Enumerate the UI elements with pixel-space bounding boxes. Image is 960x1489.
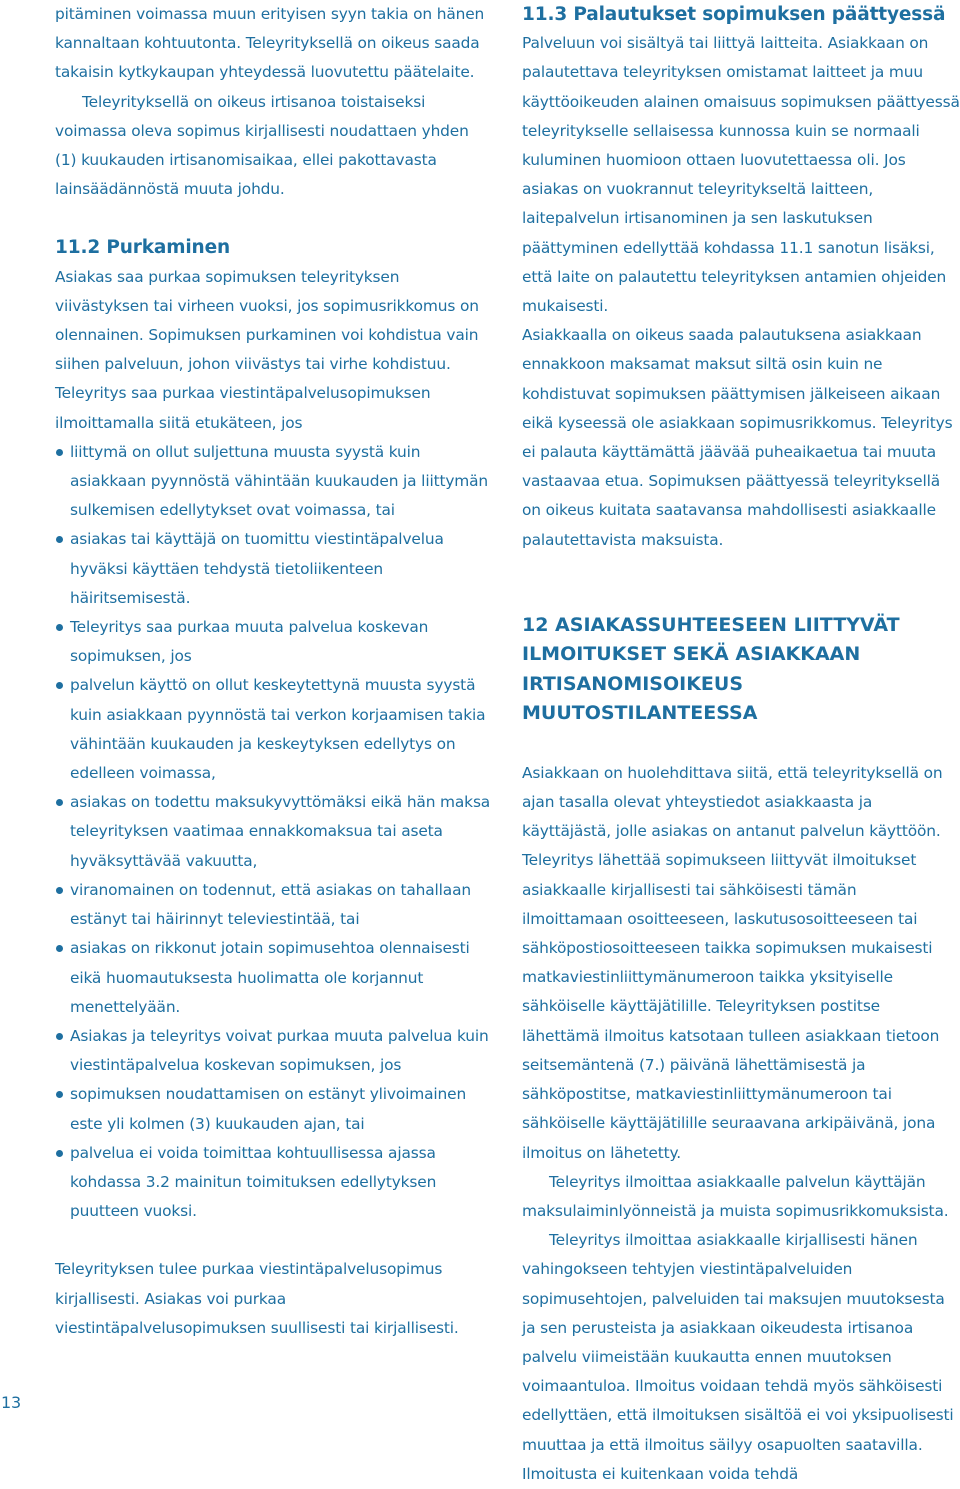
section-paragraph: Asiakas saa purkaa sopimuksen teleyrityksen viivästyksen tai virheen vuoksi, jos sopimusrikkomus on olennainen. Sopimuksen purkaminen voi kohdistua vain siihen palveluun, johon viivästys tai virhe kohdistuu. (55, 267, 479, 374)
page-number: 13 (0, 1393, 22, 1412)
list-item: asiakas on todettu maksukyvyttömäksi eikä hän maksa teleyrityksen vaatimaa ennakkomaksua tai aseta hyväksyttävää vakuutta, (55, 788, 493, 876)
bullet-icon (56, 1150, 63, 1157)
bullet-icon (56, 449, 63, 456)
bullet-icon (56, 1033, 63, 1040)
spacer (522, 555, 960, 611)
section-heading-11-3: 11.3 Palautukset sopimuksen päättyessä (522, 4, 946, 25)
section-paragraph: Teleyritys ilmoittaa asiakkaalle kirjallisesti hänen vahingokseen tehtyjen viestintäpalveluiden sopimusehtojen, palveluiden tai maksujen muutoksesta ja sen perusteista ja asiakkaan oikeudesta irtisanoa palvelu viimeistään kuukautta ennen muutoksen voimaantuloa. Ilmoitus voidaan tehdä myös sähköisesti edellyttäen, että ilmoituksen sisältöä ei voi yksipuolisesti muuttaa ja että ilmoitus säilyy osapuolten saatavilla. Ilmoitusta ei kuitenkaan voida tehdä (522, 1231, 954, 1483)
intro-paragraph: pitäminen voimassa muun erityisen syyn takia on hänen kannaltaan kohtuutonta. Teleyrityksellä on oikeus saada takaisin kytkykaupan yhteydessä luovutettu päätelaite. (55, 5, 485, 82)
section-paragraph: Asiakkaan on huolehdittava siitä, että teleyrityksellä on ajan tasalla olevat yhteystiedot asiakkaasta ja käyttäjästä, jolle asiakas on antanut palvelun käyttöön. Teleyritys lähettää sopimukseen liittyvät ilmoitukset asiakkaalle kirjallisesti tai sähköisesti tämän ilmoittamaan osoitteeseen, laskutusosoitteeseen tai sähköpostiosoitteeseen taikka sopimuksen mukaisesti matkaviestinliittymänumeroon taikka yksityiselle sähköiselle käyttäjätilille. Teleyrityksen postitse lähettämä ilmoitus katsotaan tulleen asiakkaan tietoon seitsemäntenä (7.) päivänä lähettämisestä ja sähköpostitse, matkaviestinliittymänumeroon tai sähköiselle käyttäjätilille seuraavana arkipäivänä, jona ilmoitus on lähetetty. (522, 763, 943, 1162)
list-item: asiakas on rikkonut jotain sopimusehtoa olennaisesti eikä huomautuksesta huolimatta ole korjannut menettelyään. (55, 934, 493, 1022)
section-paragraph: Asiakkaalla on oikeus saada palautuksena asiakkaan ennakkoon maksamat maksut siltä osin kuin ne kohdistuvat sopimuksen päättymisen jälkeiseen aikaan eikä kyseessä ole asiakkaan sopimusrikkomus. Teleyritys ei palauta käyttämättä jäävää puheaikaetua tai muuta vastaavaa etua. Sopimuksen päättyessä teleyrityksellä on oikeus kuitata saatavansa mahdollisesti asiakkaalle palautettavista maksuista. (522, 326, 953, 549)
list-item: liittymä on ollut suljettuna muusta syystä kuin asiakkaan pyynnöstä vähintään kuukauden ja liittymän sulkemisen edellytykset ovat voimassa, tai (55, 438, 493, 526)
list-item: palvelua ei voida toimittaa kohtuullisessa ajassa kohdassa 3.2 mainitun toimituksen edellytyksen puutteen vuoksi. (55, 1139, 493, 1227)
section-heading-11-2: 11.2 Purkaminen (55, 237, 230, 259)
section-heading-12 (522, 611, 960, 729)
bullet-icon (56, 799, 63, 806)
heading-line: 12 ASIAKASSUHTEESEEN LIITTYVÄT (522, 613, 900, 636)
bullet-icon (56, 624, 63, 631)
bullet-icon (56, 887, 63, 894)
spacer (522, 729, 960, 759)
section-paragraph: Teleyritys saa purkaa viestintäpalvelusopimuksen ilmoittamalla siitä etukäteen, jos (55, 384, 431, 432)
left-column (55, 0, 493, 1343)
bullet-icon (56, 945, 63, 952)
list-item: Teleyritys saa purkaa muuta palvelua koskevan sopimuksen, jos (55, 613, 493, 671)
bullet-list (55, 438, 493, 1226)
list-item: sopimuksen noudattamisen on estänyt ylivoimainen este yli kolmen (3) kuukauden ajan, tai (55, 1080, 493, 1138)
heading-line: ILMOITUKSET SEKÄ ASIAKKAAN (522, 643, 861, 666)
closing-paragraph: Teleyrityksen tulee purkaa viestintäpalvelusopimus kirjallisesti. Asiakas voi purkaa viestintäpalvelusopimuksen suullisesti tai kirjallisesti. (55, 1260, 459, 1337)
intro-paragraph: Teleyrityksellä on oikeus irtisanoa toistaiseksi voimassa oleva sopimus kirjallisesti noudattaen yhden (1) kuukauden irtisanomisaikaa, ellei pakottavasta lainsäädännöstä muuta johdu. (55, 92, 469, 199)
list-item: palvelun käyttö on ollut keskeytettynä muusta syystä kuin asiakkaan pyynnöstä tai verkon korjaamisen takia vähintään kuukauden ja keskeytyksen edellytys on edelleen voimassa, (55, 671, 493, 788)
bullet-icon (56, 536, 63, 543)
list-item: Asiakas ja teleyritys voivat purkaa muuta palvelua kuin viestintäpalvelua koskevan sopimuksen, jos (55, 1022, 493, 1080)
right-column (522, 0, 960, 1489)
list-item: viranomainen on todennut, että asiakas on tahallaan estänyt tai häirinnyt televiestintää, tai (55, 876, 493, 934)
list-item: asiakas tai käyttäjä on tuomittu viestintäpalvelua hyväksi käyttäen tehdystä tietoliikenteen häiritsemisestä. (55, 525, 493, 613)
bullet-icon (56, 1091, 63, 1098)
spacer (55, 204, 493, 233)
heading-line: IRTISANOMISOIKEUS MUUTOSTILANTEESSA (522, 672, 758, 725)
spacer (55, 1226, 493, 1255)
section-paragraph: Teleyritys ilmoittaa asiakkaalle palvelun käyttäjän maksulaiminlyönneistä ja muista sopimusrikkomuksista. (522, 1172, 949, 1220)
section-paragraph: Palveluun voi sisältyä tai liittyä laitteita. Asiakkaan on palautettava teleyrityksen omistamat laitteet ja muu käyttöoikeuden alainen omaisuus sopimuksen päättyessä teleyritykselle sellaisessa kunnossa kuin se normaali kuluminen huomioon ottaen luovutettaessa oli. Jos asiakas on vuokrannut teleyritykseltä laitteen, laitepalvelun irtisanominen ja sen laskutuksen päättyminen edellyttää kohdassa 11.1 sanotun lisäksi, että laite on palautettu teleyrityksen antamien ohjeiden mukaisesti. (522, 34, 960, 316)
bullet-icon (56, 682, 63, 689)
